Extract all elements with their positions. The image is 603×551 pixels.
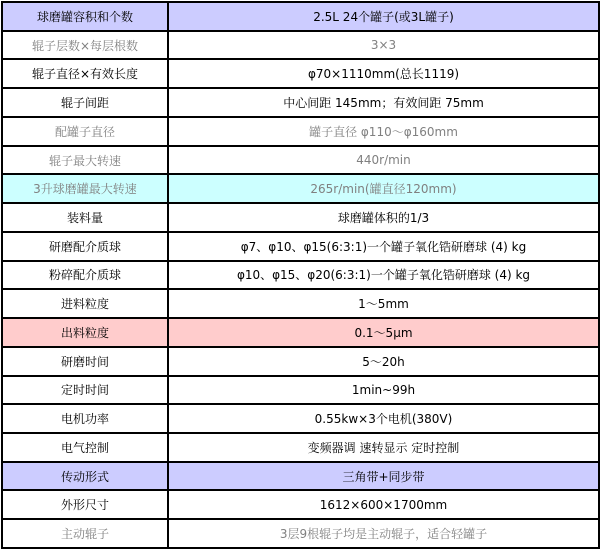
table-row [2, 2, 599, 31]
table-row [2, 289, 599, 318]
row-label: 球磨罐容积和个数 [2, 2, 168, 31]
row-label: 3升球磨罐最大转速 [2, 174, 168, 203]
spec-table [1, 1, 600, 549]
row-value: 0.1～5μm [168, 318, 599, 347]
row-label: 辊子层数×每层根数 [2, 31, 168, 60]
row-label: 定时时间 [2, 376, 168, 405]
row-value: 0.55kw×3个电机(380V) [168, 404, 599, 433]
row-label: 粉碎配介质球 [2, 261, 168, 290]
table-row [2, 59, 599, 88]
table-row [2, 347, 599, 376]
row-value: 球磨罐体积的1/3 [168, 203, 599, 232]
row-label: 传动形式 [2, 462, 168, 491]
row-label: 研磨时间 [2, 347, 168, 376]
row-value: 变频器调 速转显示 定时控制 [168, 433, 599, 462]
row-label: 外形尺寸 [2, 490, 168, 519]
row-label: 进料粒度 [2, 289, 168, 318]
row-label: 电气控制 [2, 433, 168, 462]
table-row [2, 146, 599, 175]
row-label: 电机功率 [2, 404, 168, 433]
table-row [2, 203, 599, 232]
table-row [2, 462, 599, 491]
row-value: 1～5mm [168, 289, 599, 318]
row-value: 三角带+同步带 [168, 462, 599, 491]
row-label: 装料量 [2, 203, 168, 232]
row-label: 出料粒度 [2, 318, 168, 347]
row-value: 5～20h [168, 347, 599, 376]
row-value: 1min~99h [168, 376, 599, 405]
table-row [2, 174, 599, 203]
table-row [2, 490, 599, 519]
row-value: 2.5L 24个罐子(或3L罐子) [168, 2, 599, 31]
table-row [2, 318, 599, 347]
table-row [2, 404, 599, 433]
row-value: 1612×600×1700mm [168, 490, 599, 519]
table-row [2, 433, 599, 462]
row-value: φ70×1110mm(总长1119) [168, 59, 599, 88]
row-value: 265r/min(罐直径120mm) [168, 174, 599, 203]
row-value: 3×3 [168, 31, 599, 60]
table-row [2, 519, 599, 548]
row-label: 辊子直径×有效长度 [2, 59, 168, 88]
row-value: φ10、φ15、φ20(6:3:1)一个罐子氧化锆研磨球 (4) kg [168, 261, 599, 290]
row-value: 中心间距 145mm；有效间距 75mm [168, 88, 599, 117]
row-value: 440r/min [168, 146, 599, 175]
table-row [2, 88, 599, 117]
table-row [2, 261, 599, 290]
row-label: 辊子最大转速 [2, 146, 168, 175]
table-row [2, 117, 599, 146]
row-value: 罐子直径 φ110～φ160mm [168, 117, 599, 146]
row-label: 主动辊子 [2, 519, 168, 548]
row-label: 配罐子直径 [2, 117, 168, 146]
row-label: 研磨配介质球 [2, 232, 168, 261]
table-row [2, 376, 599, 405]
row-value: φ7、φ10、φ15(6:3:1)一个罐子氧化锆研磨球 (4) kg [168, 232, 599, 261]
table-row [2, 232, 599, 261]
row-label: 辊子间距 [2, 88, 168, 117]
row-value: 3层9根辊子均是主动辊子，适合轻罐子 [168, 519, 599, 548]
table-row [2, 31, 599, 60]
